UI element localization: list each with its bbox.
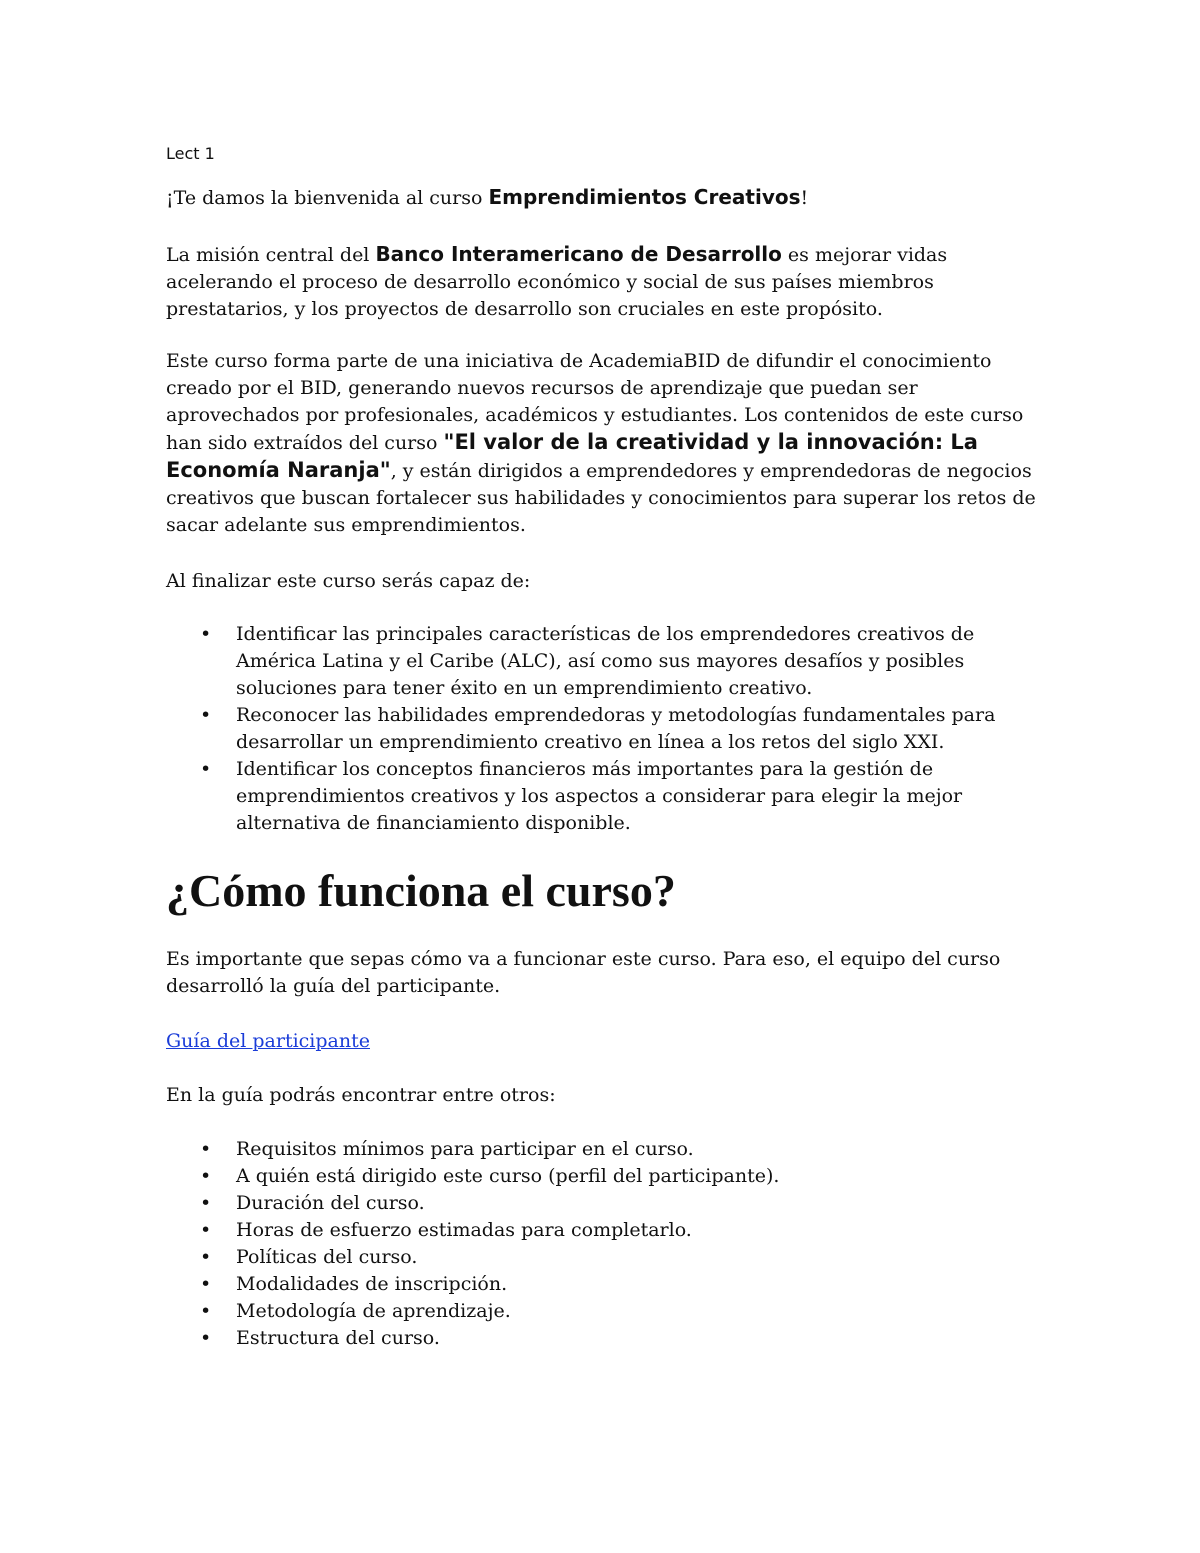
bullet-icon: • — [200, 1219, 212, 1241]
outcome-text: Reconocer las habilidades emprendedoras y metodologías fundamentales para desarrollar un emprendimiento creativo en línea a los retos del siglo XXI. — [236, 704, 996, 753]
guide-item-text: Estructura del curso. — [236, 1327, 440, 1349]
bullet-icon: • — [200, 704, 212, 726]
list-item — [166, 1298, 1046, 1325]
guide-item-text: Políticas del curso. — [236, 1246, 418, 1268]
bullet-icon: • — [200, 758, 212, 780]
guide-items-list — [166, 1136, 1046, 1352]
course-name: Emprendimientos Creativos — [488, 185, 801, 209]
list-item — [166, 1190, 1046, 1217]
list-item — [166, 621, 1046, 702]
outcomes-list — [166, 621, 1046, 837]
bullet-icon: • — [200, 1165, 212, 1187]
section-heading: ¿Cómo funciona el curso? — [166, 865, 676, 916]
bullet-icon: • — [200, 1273, 212, 1295]
source-course-name: "El valor de la creatividad y la innovación: La Economía Naranja" — [166, 430, 978, 482]
guide-link[interactable]: Guía del participante — [166, 1030, 370, 1052]
bullet-icon: • — [200, 1192, 212, 1214]
bullet-icon: • — [200, 1327, 212, 1349]
list-item — [166, 1271, 1046, 1298]
list-item — [166, 1325, 1046, 1352]
list-item — [166, 1136, 1046, 1163]
importance-paragraph: Es importante que sepas cómo va a funcionar este curso. Para eso, el equipo del curso desarrolló la guía del participante. — [166, 948, 1001, 997]
guide-item-text: Duración del curso. — [236, 1192, 425, 1214]
bullet-icon: • — [200, 1300, 212, 1322]
bullet-icon: • — [200, 623, 212, 645]
guide-item-text: A quién está dirigido este curso (perfil del participante). — [236, 1165, 780, 1187]
outcome-text: Identificar las principales características de los emprendedores creativos de América Latina y el Caribe (ALC), así como sus mayores desafíos y posibles soluciones para tener éxito en un emprendimiento creativo. — [236, 623, 975, 699]
list-item — [166, 1163, 1046, 1190]
list-item — [166, 1217, 1046, 1244]
welcome-suffix: ! — [800, 187, 809, 209]
mission-prefix: La misión central del — [166, 244, 376, 266]
welcome-paragraph — [166, 184, 1046, 212]
list-item — [166, 756, 1046, 837]
guide-item-text: Requisitos mínimos para participar en el curso. — [236, 1138, 694, 1160]
course-info-prefix: Este curso forma parte de una iniciativa de AcademiaBID de difundir el conocimiento creado por el BID, generando nuevos recursos de aprendizaje que puedan ser aprovechados por profesionales, académicos y estudiantes. Los contenidos de este curso han sido extraídos del curso — [166, 350, 1024, 454]
guide-item-text: Horas de esfuerzo estimadas para completarlo. — [236, 1219, 692, 1241]
outcome-text: Identificar los conceptos financieros más importantes para la gestión de emprendimientos creativos y los aspectos a considerar para elegir la mejor alternativa de financiamiento disponible. — [236, 758, 963, 834]
outcomes-intro: Al finalizar este curso serás capaz de: — [166, 570, 531, 592]
bullet-icon: • — [200, 1138, 212, 1160]
list-item — [166, 1244, 1046, 1271]
guide-intro: En la guía podrás encontrar entre otros: — [166, 1084, 556, 1106]
list-item — [166, 702, 1046, 756]
lecture-label: Lect 1 — [166, 144, 215, 163]
welcome-prefix: ¡Te damos la bienvenida al curso — [166, 187, 489, 209]
bank-name: Banco Interamericano de Desarrollo — [375, 242, 782, 266]
course-info-paragraph — [166, 348, 1046, 539]
guide-item-text: Metodología de aprendizaje. — [236, 1300, 511, 1322]
guide-item-text: Modalidades de inscripción. — [236, 1273, 508, 1295]
bullet-icon: • — [200, 1246, 212, 1268]
mission-suffix: es mejorar vidas acelerando el proceso de desarrollo económico y social de sus países miembros prestatarios, y los proyectos de desarrollo son cruciales en este propósito. — [166, 244, 948, 320]
mission-paragraph — [166, 241, 1046, 323]
course-info-suffix: , y están dirigidos a emprendedores y emprendedoras de negocios creativos que buscan fortalecer sus habilidades y conocimientos para superar los retos de sacar adelante sus emprendimientos. — [166, 460, 1036, 536]
